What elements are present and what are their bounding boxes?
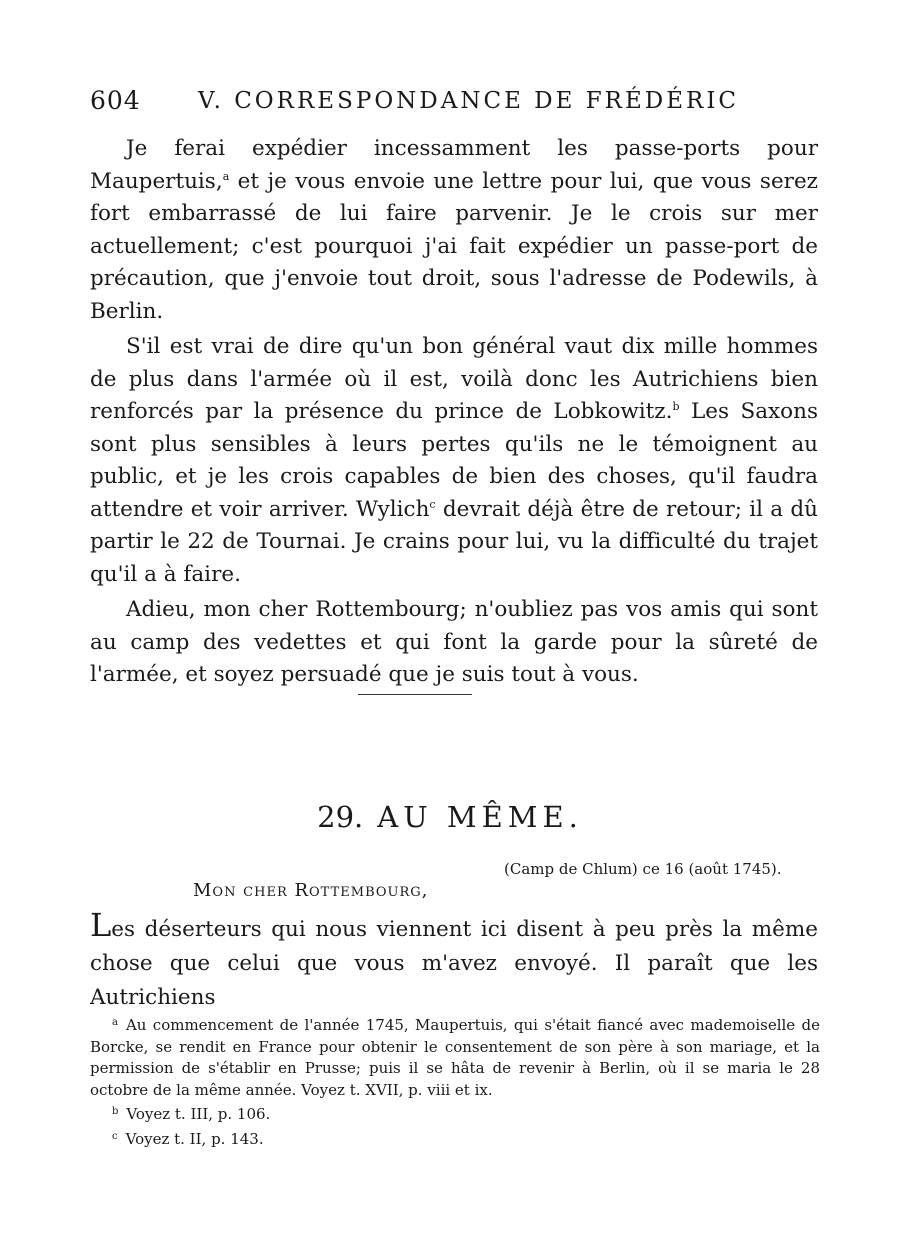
letter-first-paragraph [90, 906, 818, 1015]
letter-paragraph-1 [90, 906, 818, 1015]
paragraph-1-text: Je ferai expédier incessamment les passe-ports pour Maupertuis, [90, 136, 818, 194]
footnote-ref-a: a [222, 169, 230, 183]
paragraph-2 [90, 331, 818, 591]
paragraph-2-text: S'il est vrai de dire qu'un bon général vaut dix mille hommes de plus dans l'armée où il est, voilà donc les Autrichiens bien renforcés par la présence du prince de Lobkowitz. [90, 334, 818, 424]
header-title: V. CORRESPONDANCE DE FRÉDÉRIC [198, 88, 740, 114]
letter-title: AU MÊME. [377, 800, 583, 834]
paragraph-2-tail2: devrait déjà être de retour; il a dû partir le 22 de Tournai. Je crains pour lui, vu la difficulté du trajet qu'il a à faire. [90, 496, 818, 587]
footnote-c-text: Voyez t. II, p. 143. [125, 1129, 264, 1148]
footnote-ref-c: c [429, 497, 436, 511]
footnote-c [90, 1126, 820, 1151]
paragraph-1 [90, 133, 818, 328]
body-text [90, 133, 818, 692]
section-divider [358, 694, 472, 695]
footnote-b-mark: b [112, 1106, 119, 1117]
footnote-b-text: Voyez t. III, p. 106. [126, 1105, 271, 1123]
footnote-ref-b: b [672, 400, 680, 413]
paragraph-2-tail: Les Saxons sont plus sensibles à leurs pertes qu'ils ne le témoignent au public, et je les crois capables de bien des choses, qu'il faudra attendre et voir arriver. Wylich [90, 399, 819, 522]
paragraph-1-tail: et je vous envoie une lettre pour lui, que vous serez fort embarrassé de lui faire parvenir. Je le crois sur mer actuellement; c'est pourquoi j'ai fait expédier un passe-port de précaution, que j'envoie tout droit, sous l'adresse de Podewils, à Berlin. [90, 168, 818, 324]
running-head [90, 86, 820, 126]
letter-paragraph-1-text: es déserteurs qui nous viennent ici disent à peu près la même chose que celui que vous m'avez envoyé. Il paraît que les Autrichiens [90, 917, 818, 1010]
footnote-a-mark: a [112, 1017, 118, 1028]
letter-dateline: (Camp de Chlum) ce 16 (août 1745). [504, 860, 782, 878]
footnote-c-mark: c [112, 1130, 118, 1142]
letter-number: 29. [317, 800, 364, 834]
footnotes [90, 1012, 820, 1150]
initial-letter: L [90, 906, 112, 944]
letter-heading [0, 800, 900, 834]
paragraph-3: Adieu, mon cher Rottembourg; n'oubliez pas vos amis qui sont au camp des vedettes et qui font la garde pour la sûreté de l'armée, et soyez persuadé que je suis tout à vous. [90, 597, 818, 687]
letter-salutation: Mon cher Rottembourg, [193, 880, 429, 901]
footnote-a [90, 1012, 820, 1101]
page-number: 604 [90, 86, 141, 115]
footnote-a-text: Au commencement de l'année 1745, Maupertuis, qui s'était fiancé avec mademoiselle de Borcke, se rendit en France pour obtenir le consentement de son père à son mariage, et la permission de s'établir en Prusse; puis il se hâta de revenir à Berlin, où il se maria le 28 octobre de la même année. Voyez t. XVII, p. viii et ix. [90, 1016, 820, 1099]
footnote-b [90, 1101, 820, 1126]
